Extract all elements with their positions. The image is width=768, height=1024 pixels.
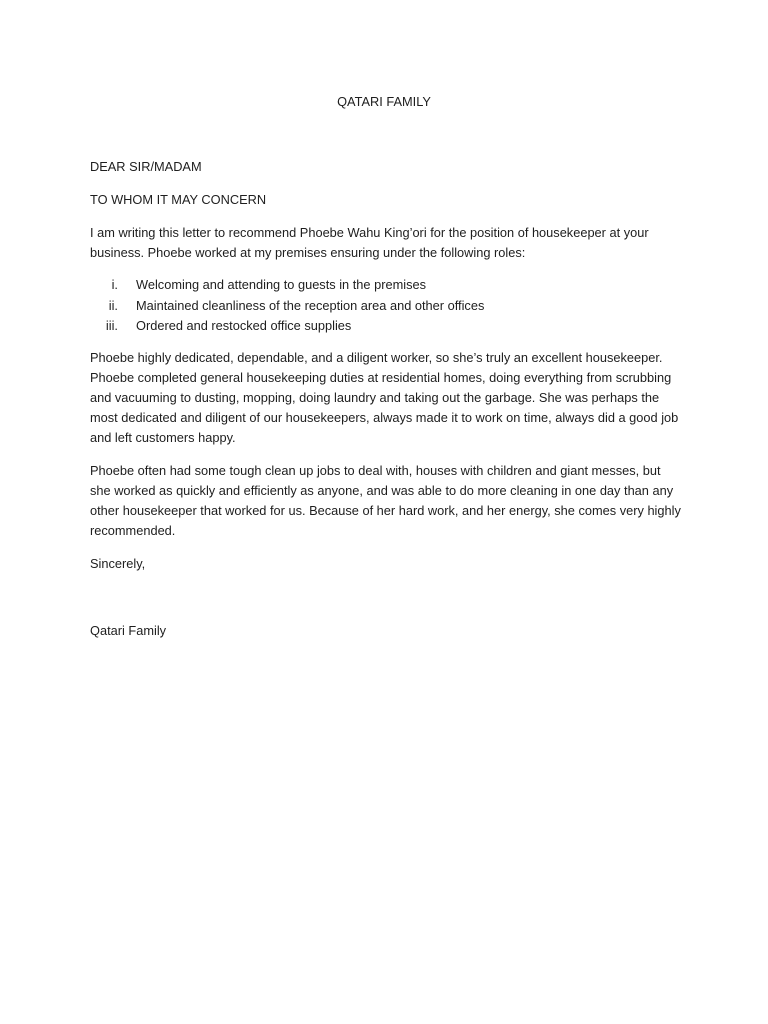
list-item-text: Welcoming and attending to guests in the premises [136, 277, 426, 292]
closing: Sincerely, [90, 556, 146, 571]
list-item [90, 296, 682, 317]
list-marker: i. [111, 277, 118, 292]
roles-list [90, 275, 682, 337]
list-item [90, 316, 682, 337]
body-paragraph: Phoebe highly dedicated, dependable, and a diligent worker, so she’s truly an excellent housekeeper. Phoebe completed general housekeeping duties at residential homes, doing everything from scrubbing and vacuuming to dusting, mopping, doing laundry and taking out the garbage. She was perhaps the most dedicated and diligent of our housekeepers, always made it to work on time, always did a good job and left customers happy. [90, 350, 679, 445]
list-marker: iii. [105, 318, 118, 333]
signature: Qatari Family [90, 623, 167, 638]
to-whom-line: TO WHOM IT MAY CONCERN [90, 192, 267, 207]
salutation: DEAR SIR/MADAM [90, 159, 202, 174]
letter-title: QATARI FAMILY [337, 94, 431, 109]
list-item-text: Ordered and restocked office supplies [136, 318, 352, 333]
list-marker: ii. [108, 297, 118, 313]
list-item [90, 275, 682, 296]
letter-body [90, 92, 690, 638]
intro-paragraph: I am writing this letter to recommend Phoebe Wahu King’ori for the position of housekeeper at your business. Phoebe worked at my premises ensuring under the following roles: [90, 225, 649, 260]
list-item-text: Maintained cleanliness of the reception area and other offices [136, 297, 485, 313]
body-paragraph: Phoebe often had some tough clean up jobs to deal with, houses with children and giant messes, but she worked as quickly and efficiently as anyone, and was able to do more cleaning in one day than any other housekeeper that worked for us. Because of her hard work, and her energy, she comes very highly recommended. [90, 463, 681, 538]
